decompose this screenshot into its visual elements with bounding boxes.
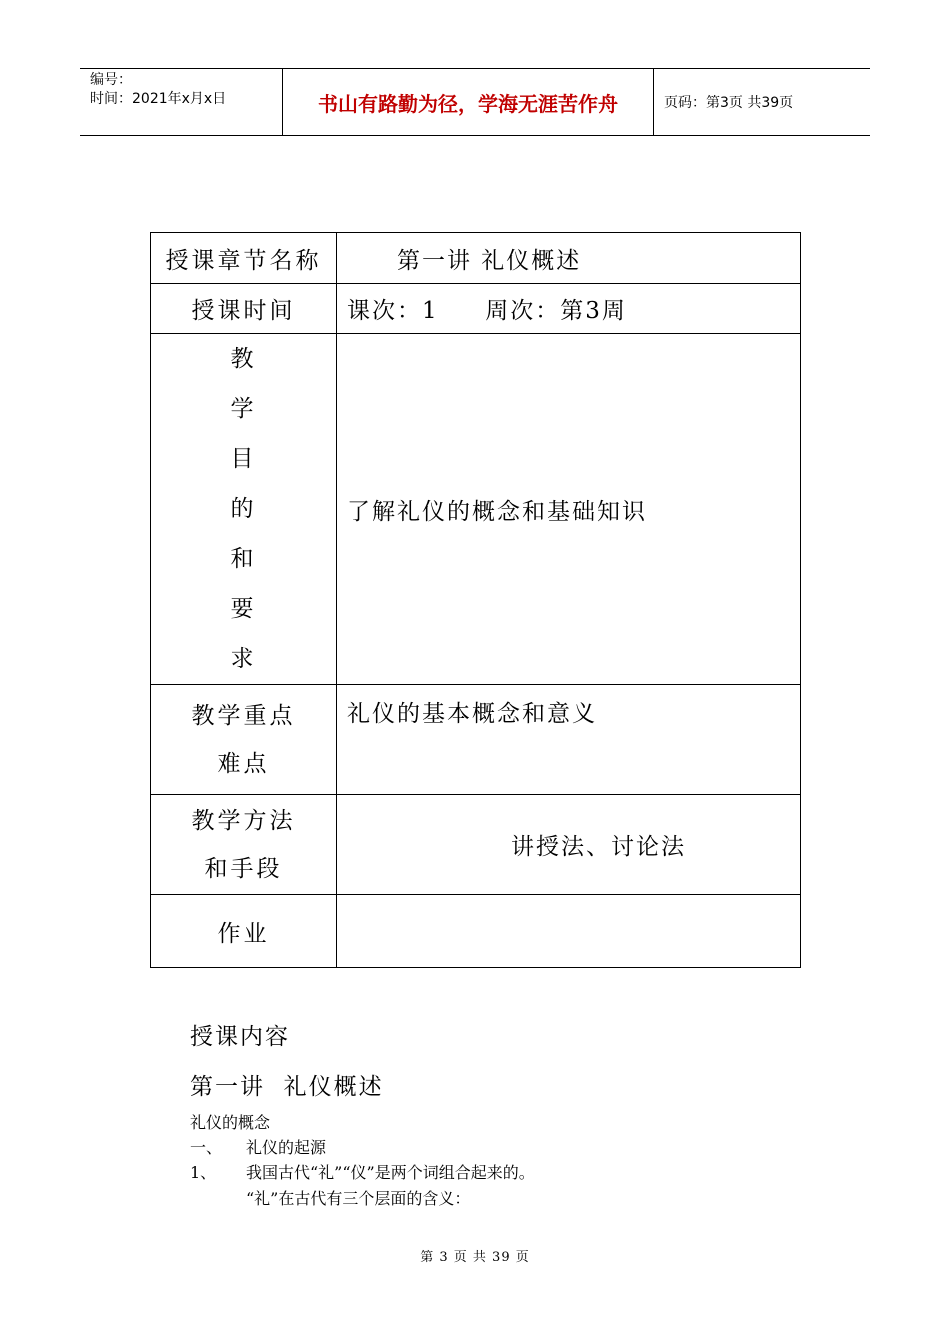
methods-label	[151, 795, 337, 895]
page-header	[80, 68, 870, 136]
header-info	[80, 69, 282, 135]
methods-label-line1: 教学方法	[191, 807, 296, 834]
paragraph-line: 我国古代“礼”“仪”是两个词组合起来的。	[246, 1163, 535, 1182]
goals-value: 了解礼仪的概念和基础知识	[337, 334, 801, 685]
header-page-number: 页码：第3页 共39页	[664, 95, 794, 111]
goals-label-char: 和	[230, 546, 257, 572]
chapter-label: 授课章节名称	[151, 233, 337, 284]
goals-label	[151, 334, 337, 685]
key-points-label	[151, 685, 337, 795]
table-row-chapter	[151, 233, 801, 284]
page-footer: 第 3 页 共 39 页	[420, 1250, 530, 1265]
list-number: 1、	[190, 1163, 217, 1182]
document-number: 编号：	[90, 72, 132, 88]
table-row-goals	[151, 334, 801, 685]
content-heading: 授课内容	[190, 1024, 290, 1050]
key-points-value: 礼仪的基本概念和意义	[337, 685, 801, 795]
header-motto: 书山有路勤为径，学海无涯苦作舟	[282, 69, 654, 135]
goals-label-char: 学	[230, 396, 257, 422]
table-row-time	[151, 284, 801, 334]
key-points-label-line2: 难点	[217, 750, 270, 777]
goals-label-char: 教	[230, 346, 257, 372]
goals-label-char: 的	[230, 496, 257, 522]
list-number: 一、	[190, 1138, 223, 1157]
methods-label-line2: 和手段	[204, 855, 283, 882]
methods-value: 讲授法、讨论法	[337, 795, 801, 895]
time-label: 授课时间	[151, 284, 337, 334]
paragraph-line: “礼”在古代有三个层面的含义：	[246, 1189, 471, 1208]
goals-label-char: 要	[230, 596, 257, 622]
paragraph-line: 礼仪的起源	[246, 1138, 327, 1157]
goals-label-char: 目	[230, 446, 257, 472]
table-row-homework	[151, 895, 801, 968]
table-row-key-points	[151, 685, 801, 795]
lesson-plan-table	[150, 232, 801, 968]
document-date: 时间：2021年x月x日	[90, 91, 227, 107]
paragraph-line: 礼仪的概念	[190, 1113, 271, 1132]
lecture-title: 第一讲 礼仪概述	[190, 1074, 384, 1100]
key-points-label-line1: 教学重点	[191, 702, 296, 729]
homework-value	[337, 895, 801, 968]
goals-label-char: 求	[230, 646, 257, 672]
table-row-methods	[151, 795, 801, 895]
time-value: 课次：1 周次：第3周	[337, 284, 801, 334]
homework-label: 作业	[151, 895, 337, 968]
chapter-value: 第一讲 礼仪概述	[337, 233, 801, 284]
